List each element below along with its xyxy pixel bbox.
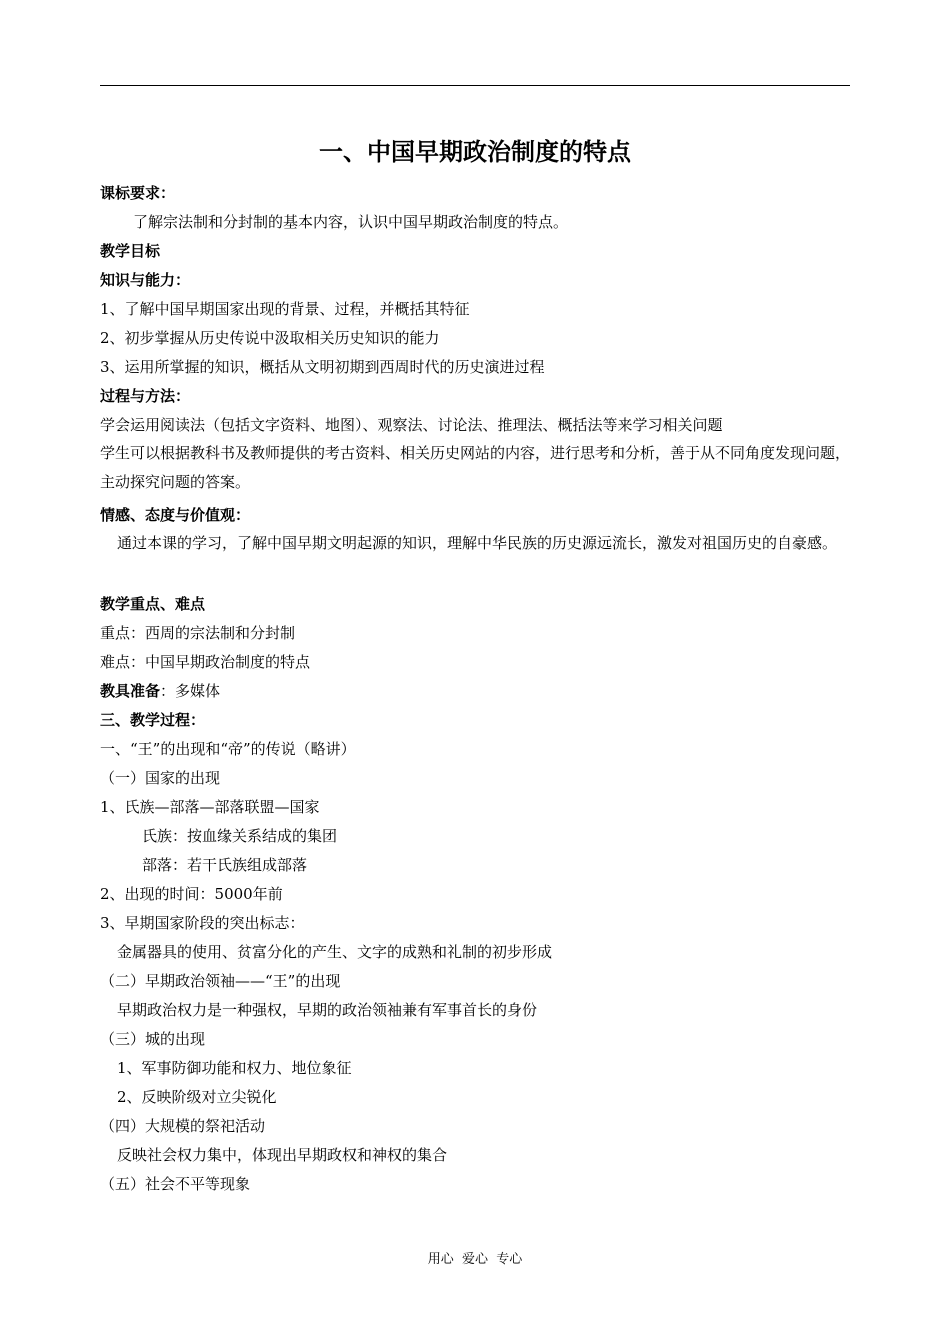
goal-item-1: 1、了解中国早期国家出现的背景、过程，并概括其特征 xyxy=(100,300,470,318)
point-1: 1、氏族—部落—部落联盟—国家 xyxy=(100,798,320,816)
teaching-tools-label: 教具准备 xyxy=(100,682,161,700)
goal-item-2: 2、初步掌握从历史传说中汲取相关历史知识的能力 xyxy=(100,329,440,347)
subsection-3-item-2: 2、反映阶级对立尖锐化 xyxy=(117,1088,277,1106)
heading-knowledge: 知识与能力： xyxy=(100,271,191,289)
page-title: 一、中国早期政治制度的特点 xyxy=(319,138,631,166)
heading-curriculum: 课标要求： xyxy=(100,184,176,202)
subsection-4: （四）大规模的祭祀活动 xyxy=(100,1117,266,1135)
goal-item-3: 3、运用所掌握的知识，概括从文明初期到西周时代的历史演进过程 xyxy=(100,358,545,376)
method-text-1: 学会运用阅读法（包括文字资料、地图）、观察法、讨论法、推理法、概括法等来学习相关问题 xyxy=(100,416,723,434)
difficult-point: 难点：中国早期政治制度的特点 xyxy=(100,653,311,671)
subsection-2-text: 早期政治权力是一种强权，早期的政治领袖兼有军事首长的身份 xyxy=(117,1001,538,1019)
heading-process-method: 过程与方法： xyxy=(100,387,191,405)
subsection-1: （一）国家的出现 xyxy=(100,769,221,787)
key-point: 重点：西周的宗法制和分封制 xyxy=(100,624,296,642)
teaching-tools-value: ：多媒体 xyxy=(160,682,221,700)
heading-teaching-goals: 教学目标 xyxy=(100,242,161,260)
subsection-5: （五）社会不平等现象 xyxy=(100,1175,251,1193)
point-1-clan: 氏族：按血缘关系结成的集团 xyxy=(142,827,338,845)
teaching-tools xyxy=(100,681,220,701)
point-1-tribe: 部落：若干氏族组成部落 xyxy=(142,856,308,874)
section-one: 一、“王”的出现和“帝”的传说（略讲） xyxy=(100,740,356,758)
heading-teaching-process: 三、教学过程： xyxy=(100,711,206,729)
emotion-text: 通过本课的学习，了解中国早期文明起源的知识，理解中华民族的历史源远流长，激发对祖国历史的自豪感。 xyxy=(117,534,838,552)
point-3-text: 金属器具的使用、贫富分化的产生、文字的成熟和礼制的初步形成 xyxy=(117,943,553,961)
page-footer: 用心 爱心 专心 xyxy=(427,1252,523,1267)
subsection-4-text: 反映社会权力集中，体现出早期政权和神权的集合 xyxy=(117,1146,448,1164)
header-rule xyxy=(100,85,850,86)
point-2: 2、出现的时间：5000年前 xyxy=(100,885,283,903)
curriculum-text: 了解宗法制和分封制的基本内容，认识中国早期政治制度的特点。 xyxy=(133,213,569,231)
subsection-3: （三）城的出现 xyxy=(100,1030,206,1048)
point-3: 3、早期国家阶段的突出标志： xyxy=(100,914,305,932)
heading-emotion: 情感、态度与价值观： xyxy=(100,506,251,524)
subsection-2: （二）早期政治领袖——“王”的出现 xyxy=(100,972,341,990)
heading-key-points: 教学重点、难点 xyxy=(100,595,206,613)
method-text-2: 学生可以根据教科书及教师提供的考古资料、相关历史网站的内容，进行思考和分析，善于从不同角度发现问题，主动探究问题的答案。 xyxy=(100,444,851,491)
subsection-3-item-1: 1、军事防御功能和权力、地位象征 xyxy=(117,1059,352,1077)
